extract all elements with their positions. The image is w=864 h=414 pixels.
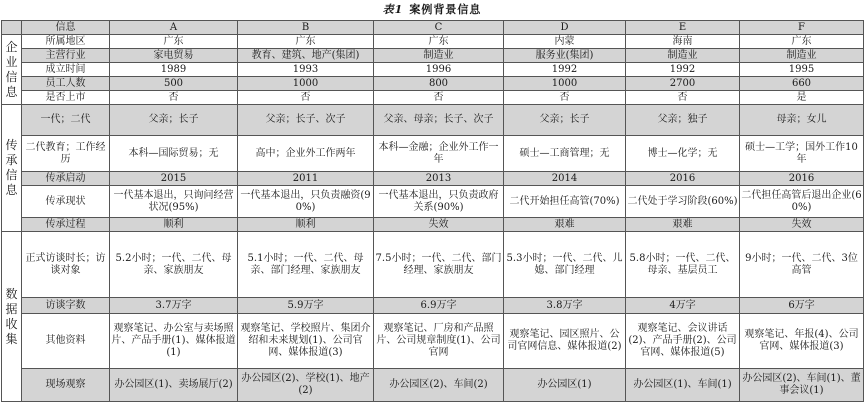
- row-label-interviews: 正式访谈时长；访谈对象: [22, 232, 110, 298]
- table-row-founded: [2, 63, 864, 77]
- cell-education: 本科—国际贸易；无: [110, 136, 238, 172]
- cell-industry: 制造业: [740, 49, 864, 63]
- cell-status: 一代基本退出，只负责政府关系(90%): [374, 186, 504, 218]
- header-case: A: [110, 21, 238, 35]
- cell-process: 顺利: [110, 218, 238, 232]
- cell-employees: 2700: [626, 77, 740, 91]
- cell-region: 内蒙: [504, 35, 626, 49]
- header-case: C: [374, 21, 504, 35]
- table-caption: [0, 0, 864, 20]
- cell-listed: 否: [374, 91, 504, 105]
- cell-status: 二代处于学习阶段(60%): [626, 186, 740, 218]
- cell-employees: 500: [110, 77, 238, 91]
- cell-industry: 教育、建筑、地产(集团): [238, 49, 374, 63]
- cell-process: 失效: [374, 218, 504, 232]
- cell-words: 6.9万字: [374, 298, 504, 314]
- cell-onsite: 办公园区(1)、卖场展厅(2): [110, 369, 238, 402]
- cell-education: 本科—金融；企业外工作一年: [374, 136, 504, 172]
- cell-founded: 1996: [374, 63, 504, 77]
- group-label-succession: 传承信息: [2, 105, 22, 232]
- cell-interviews: 7.5小时；一代、二代、部门经理、家族朋友: [374, 232, 504, 298]
- table-number: 表1: [382, 3, 404, 16]
- cell-words: 3.8万字: [504, 298, 626, 314]
- row-label-process: 传承过程: [22, 218, 110, 232]
- cell-start: 2014: [504, 172, 626, 186]
- cell-onsite: 办公园区(1): [504, 369, 626, 402]
- cell-interviews: 9小时；一代、二代、3位高管: [740, 232, 864, 298]
- cell-onsite: 办公园区(1)、车间(1): [626, 369, 740, 402]
- header-case: E: [626, 21, 740, 35]
- cell-education: 博士—化学；无: [626, 136, 740, 172]
- row-label-generations: 一代；二代: [22, 105, 110, 136]
- table-title: 案例背景信息: [409, 3, 482, 16]
- cell-employees: 1000: [504, 77, 626, 91]
- cell-start: 2011: [238, 172, 374, 186]
- cell-employees: 660: [740, 77, 864, 91]
- group-label-data: 数据收集: [2, 232, 22, 402]
- cell-status: 二代担任高管后退出企业(60%): [740, 186, 864, 218]
- cell-industry: 服务业(集团): [504, 49, 626, 63]
- cell-process: 艰难: [626, 218, 740, 232]
- header-case: F: [740, 21, 864, 35]
- cell-interviews: 5.8小时；一代、二代、母亲、基层员工: [626, 232, 740, 298]
- row-label-region: 所属地区: [22, 35, 110, 49]
- table-row-education: [2, 136, 864, 172]
- cell-education: 硕士—工学；国外工作10年: [740, 136, 864, 172]
- cell-status: 二代开始担任高管(70%): [504, 186, 626, 218]
- row-label-status: 传承现状: [22, 186, 110, 218]
- cell-listed: 否: [238, 91, 374, 105]
- header-field: 信息: [22, 21, 110, 35]
- row-label-education: 二代教育；工作经历: [22, 136, 110, 172]
- case-background-table: [1, 20, 864, 402]
- table-row-start: [2, 172, 864, 186]
- cell-interviews: 5.3小时；一代、二代、儿媳、部门经理: [504, 232, 626, 298]
- header-row: [2, 21, 864, 35]
- cell-listed: 否: [110, 91, 238, 105]
- table-row-words: [2, 298, 864, 314]
- cell-listed: 否: [504, 91, 626, 105]
- row-label-founded: 成立时间: [22, 63, 110, 77]
- cell-words: 3.7万字: [110, 298, 238, 314]
- cell-process: 失效: [740, 218, 864, 232]
- row-label-industry: 主营行业: [22, 49, 110, 63]
- cell-region: 广东: [238, 35, 374, 49]
- cell-education: 硕士—工商管理；无: [504, 136, 626, 172]
- cell-education: 高中；企业外工作两年: [238, 136, 374, 172]
- cell-founded: 1993: [238, 63, 374, 77]
- cell-generations: 母亲；女儿: [740, 105, 864, 136]
- table-row-status: [2, 186, 864, 218]
- cell-materials: 观察笔记、办公室与卖场照片、产品手册(1)、媒体报道(1): [110, 314, 238, 369]
- cell-founded: 1992: [626, 63, 740, 77]
- cell-generations: 父亲；长子、次子: [238, 105, 374, 136]
- table-row-materials: [2, 314, 864, 369]
- cell-founded: 1989: [110, 63, 238, 77]
- corner-cell: [2, 21, 22, 35]
- header-case: B: [238, 21, 374, 35]
- row-label-words: 访谈字数: [22, 298, 110, 314]
- table-row-generations: [2, 105, 864, 136]
- cell-listed: 是: [740, 91, 864, 105]
- table-row-process: [2, 218, 864, 232]
- row-label-materials: 其他资料: [22, 314, 110, 369]
- cell-industry: 制造业: [626, 49, 740, 63]
- cell-process: 艰难: [504, 218, 626, 232]
- cell-materials: 观察笔记、学校照片、集团介绍和未来规划(1)、公司官网、媒体报道(3): [238, 314, 374, 369]
- cell-materials: 观察笔记、厂房和产品照片、公司规章制度(1)、公司官网: [374, 314, 504, 369]
- cell-region: 广东: [110, 35, 238, 49]
- cell-start: 2013: [374, 172, 504, 186]
- cell-interviews: 5.1小时；一代、二代、母亲、部门经理、家族朋友: [238, 232, 374, 298]
- cell-process: 顺利: [238, 218, 374, 232]
- group-label-enterprise: 企业信息: [2, 35, 22, 105]
- cell-onsite: 办公园区(2)、学校(1)、地产(2): [238, 369, 374, 402]
- cell-region: 海南: [626, 35, 740, 49]
- table-row-region: [2, 35, 864, 49]
- row-label-listed: 是否上市: [22, 91, 110, 105]
- cell-onsite: 办公园区(2)、车间(2): [374, 369, 504, 402]
- cell-interviews: 5.2小时；一代、二代、母亲、家族朋友: [110, 232, 238, 298]
- cell-words: 5.9万字: [238, 298, 374, 314]
- cell-words: 4万字: [626, 298, 740, 314]
- cell-founded: 1995: [740, 63, 864, 77]
- cell-generations: 父亲；长子: [504, 105, 626, 136]
- cell-materials: 观察笔记、年报(4)、公司官网、媒体报道(3): [740, 314, 864, 369]
- table-row-industry: [2, 49, 864, 63]
- cell-region: 广东: [374, 35, 504, 49]
- table-row-employees: [2, 77, 864, 91]
- table-row-onsite: [2, 369, 864, 402]
- cell-generations: 父亲；长子: [110, 105, 238, 136]
- cell-status: 一代基本退出，只询问经营状况(95%): [110, 186, 238, 218]
- cell-founded: 1992: [504, 63, 626, 77]
- cell-start: 2016: [626, 172, 740, 186]
- cell-materials: 观察笔记、会议讲话(2)、产品手册(2)、公司官网、媒体报道(5): [626, 314, 740, 369]
- cell-employees: 800: [374, 77, 504, 91]
- row-label-employees: 员工人数: [22, 77, 110, 91]
- cell-start: 2015: [110, 172, 238, 186]
- cell-start: 2016: [740, 172, 864, 186]
- row-label-onsite: 现场观察: [22, 369, 110, 402]
- cell-onsite: 办公园区(2)、车间(1)、董事会议(1): [740, 369, 864, 402]
- cell-generations: 父亲；独子: [626, 105, 740, 136]
- row-label-start: 传承启动: [22, 172, 110, 186]
- header-case: D: [504, 21, 626, 35]
- cell-words: 6万字: [740, 298, 864, 314]
- cell-industry: 制造业: [374, 49, 504, 63]
- cell-listed: 否: [626, 91, 740, 105]
- cell-industry: 家电贸易: [110, 49, 238, 63]
- cell-materials: 观察笔记、园区照片、公司官网信息、媒体报道(2): [504, 314, 626, 369]
- cell-status: 一代基本退出，只负责融资(90%): [238, 186, 374, 218]
- cell-generations: 父亲、母亲；长子、次子: [374, 105, 504, 136]
- cell-region: 广东: [740, 35, 864, 49]
- table-row-listed: [2, 91, 864, 105]
- table-row-interviews: [2, 232, 864, 298]
- cell-employees: 1000: [238, 77, 374, 91]
